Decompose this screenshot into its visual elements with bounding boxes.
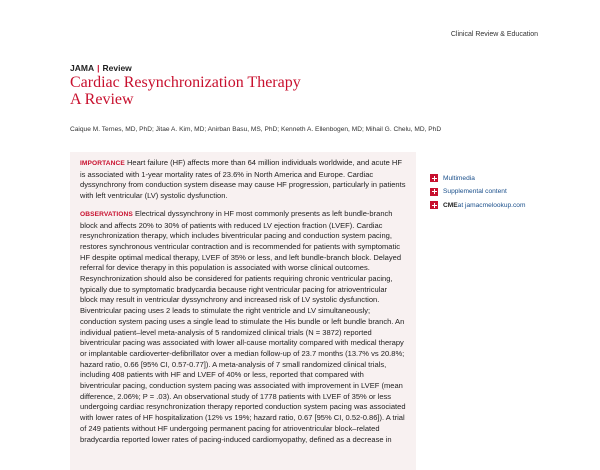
observations-text: Electrical dyssynchrony in HF most commonly presents as left bundle-branch block and affects 20% to 30% of patients with reduced LV ejection fraction (LVEF). Cardiac resynchronization therapy, which includes biventricular pacing and conduction system pacing, restores synchronous ventricular contraction and is recommended for patients with symptomatic HF despite optimal medical therapy, LVEF of 35% or less, and left bundle-branch block. Delayed referral for device therapy in this population is associated with worse clinical outcomes. Resynchronization should also be considered for patients requiring chronic ventricular pacing, typically due to symptomatic bradycardia because right ventricular pacing for atrioventricular block may result in ventricular dyssynchrony and increased risk of LV systolic dysfunction. Biventricular pacing uses 2 leads to stimulate the right ventricle and LV simultaneously; conduction system pacing uses a single lead to stimulate the His bundle or left bundle branch. An individual patient–level meta-analysis of 5 randomized clinical trials (N = 3872) reported biventricular pacing was associated with lower all-cause mortality compared with medical therapy or implantable cardioverter-defibrillator over a median follow-up of 23.7 months (13.7% vs 20.8%; hazard ratio, 0.66 [95% CI, 0.57-0.77]). A meta-analysis of 7 small randomized clinical trials, including 408 patients with HF and LVEF of 40% or less, reported that compared with biventricular pacing, conduction system pacing was associated with improvement in LVEF (mean difference, 2.06%; P = .03). An observational study of 1778 patients with LVEF of 35% or less undergoing cardiac resynchronization therapy reported conduction system pacing was associated with lower rates of HF hospitalization (12% vs 19%; hazard ratio, 0.67 [95% CI, 0.52-0.86]). A trial of 249 patients without HF undergoing permanent pacing for atrioventricular block–related bradycardia reported lower rates of pacing-induced cardiomyopathy, defined as a decrease in <box>80 208 406 444</box>
journal-name: JAMA <box>70 63 95 73</box>
cme-prefix: CME <box>443 201 458 209</box>
journal-separator: | <box>97 63 100 73</box>
title-line-2: A Review <box>70 91 134 108</box>
title-line-1: Cardiac Resynchronization Therapy <box>70 74 301 91</box>
plus-icon <box>430 174 438 182</box>
importance-paragraph <box>80 158 406 202</box>
plus-icon <box>430 188 438 196</box>
observations-label: OBSERVATIONS <box>80 210 133 218</box>
related-content-sidebar <box>430 174 580 215</box>
abstract-box <box>70 152 416 470</box>
multimedia-link[interactable] <box>430 174 580 182</box>
section-header: Clinical Review & Education <box>450 31 538 38</box>
supplemental-label: Supplemental content <box>443 188 507 195</box>
plus-icon <box>430 201 438 209</box>
journal-line <box>70 63 132 73</box>
article-title <box>70 74 301 108</box>
observations-paragraph <box>80 209 406 445</box>
article-type: Review <box>102 63 132 73</box>
importance-text: Heart failure (HF) affects more than 64 million individuals worldwide, and acute HF is associated with 1-year mortality rates of 23.6% in North America and Europe. Cardiac dyssynchrony from conduction system disease may cause HF progression, particularly in patients with left ventricular (LV) systolic dysfunction. <box>80 158 406 201</box>
author-list: Caique M. Ternes, MD, PhD; Jitae A. Kim, MD; Anirban Basu, MS, PhD; Kenneth A. Ellenbogen, MD; Mihail G. Chelu, MD, PhD <box>70 126 442 133</box>
cme-url-text: at jamacmelookup.com <box>457 201 526 209</box>
importance-label: IMPORTANCE <box>80 160 125 167</box>
multimedia-label: Multimedia <box>443 174 475 182</box>
cme-link[interactable] <box>430 201 580 209</box>
supplemental-content-link[interactable] <box>430 188 580 196</box>
